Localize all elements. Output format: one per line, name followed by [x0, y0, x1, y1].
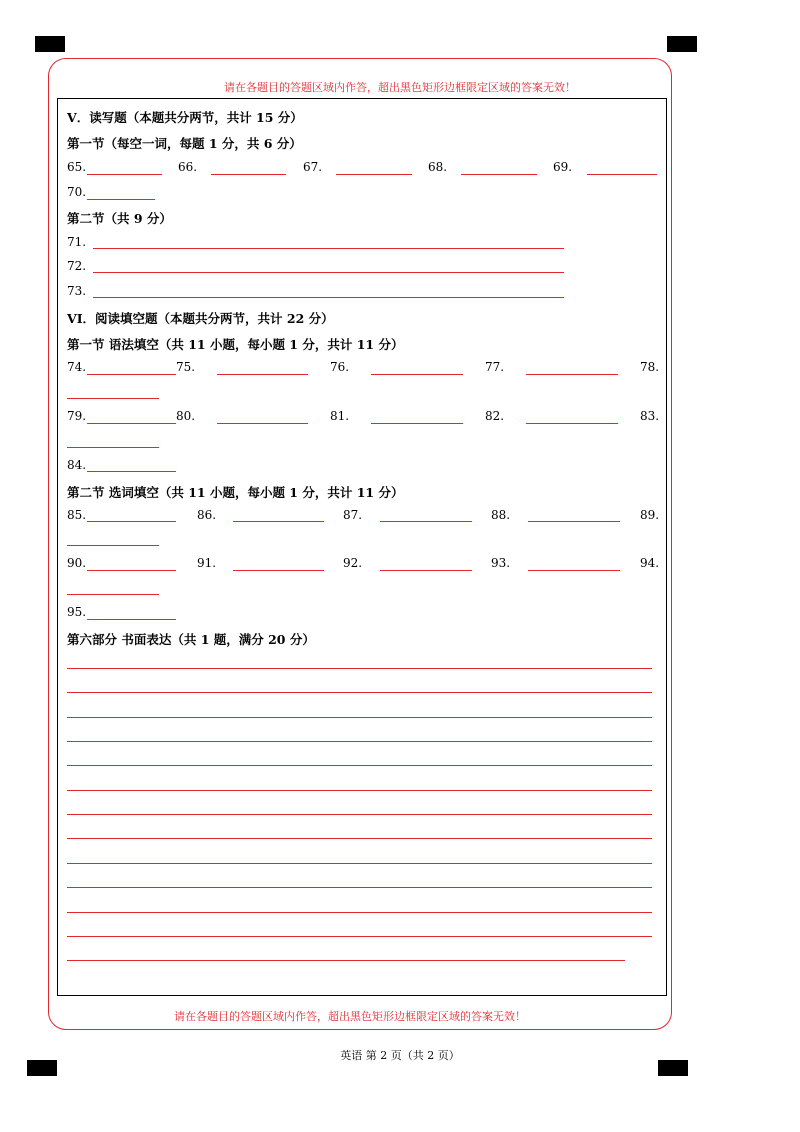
answer-line-78[interactable] [67, 398, 159, 399]
section5-part2-title: 第二节（共 9 分） [67, 211, 172, 226]
question-number: 88. [491, 508, 511, 522]
writing-line[interactable] [67, 765, 652, 766]
answer-line-73[interactable] [93, 297, 564, 298]
question-number: 90. [67, 556, 87, 570]
question-number: 75. [176, 360, 196, 374]
question-number: 78. [640, 360, 660, 374]
answer-line-82[interactable] [526, 423, 618, 424]
question-number: 89. [640, 508, 660, 522]
question-number: 87. [343, 508, 363, 522]
writing-line[interactable] [67, 692, 652, 693]
answer-line-87[interactable] [380, 521, 472, 522]
writing-line[interactable] [67, 887, 652, 888]
answer-line-93[interactable] [528, 570, 620, 571]
question-number: 77. [485, 360, 505, 374]
question-number: 71. [67, 235, 87, 249]
writing-line[interactable] [67, 960, 625, 961]
answer-line-86[interactable] [233, 521, 324, 522]
answer-line-92[interactable] [380, 570, 472, 571]
question-number: 92. [343, 556, 363, 570]
writing-line[interactable] [67, 717, 652, 718]
answer-line-85[interactable] [87, 521, 176, 522]
answer-line-95[interactable] [87, 619, 176, 620]
answer-line-70[interactable] [87, 199, 155, 200]
question-number: 65. [67, 160, 87, 174]
page-footer: 英语 第 2 页（共 2 页） [340, 1049, 460, 1062]
question-number: 91. [197, 556, 217, 570]
question-number: 69. [553, 160, 573, 174]
answer-line-81[interactable] [371, 423, 463, 424]
registration-mark-top-right [667, 36, 697, 52]
writing-line[interactable] [67, 668, 652, 669]
answer-line-79[interactable] [87, 423, 176, 424]
question-number: 68. [428, 160, 448, 174]
question-number: 93. [491, 556, 511, 570]
section6-part2-title: 第二节 选词填空（共 11 小题，每小题 1 分，共计 11 分） [67, 485, 404, 500]
question-number: 86. [197, 508, 217, 522]
answer-line-77[interactable] [526, 374, 618, 375]
answer-line-83[interactable] [67, 447, 159, 448]
question-number: 66. [178, 160, 198, 174]
writing-line[interactable] [67, 814, 652, 815]
question-number: 81. [330, 409, 350, 423]
question-number: 83. [640, 409, 660, 423]
answer-line-76[interactable] [371, 374, 463, 375]
question-number: 79. [67, 409, 87, 423]
writing-line[interactable] [67, 863, 652, 864]
answer-line-65[interactable] [87, 174, 162, 175]
registration-mark-top-left [35, 36, 65, 52]
question-number: 73. [67, 284, 87, 298]
answer-line-89[interactable] [67, 545, 159, 546]
answer-line-75[interactable] [217, 374, 308, 375]
question-number: 70. [67, 185, 87, 199]
question-number: 85. [67, 508, 87, 522]
answer-line-66[interactable] [211, 174, 286, 175]
bottom-warning: 请在各题目的答题区域内作答，超出黑色矩形边框限定区域的答案无效！ [174, 1010, 526, 1023]
question-number: 67. [303, 160, 323, 174]
answer-box [57, 98, 667, 996]
section6-title: VI．阅读填空题（本题共分两节，共计 22 分） [67, 311, 334, 326]
section6-part1-title: 第一节 语法填空（共 11 小题，每小题 1 分，共计 11 分） [67, 337, 404, 352]
question-number: 94. [640, 556, 660, 570]
question-number: 82. [485, 409, 505, 423]
answer-line-69[interactable] [587, 174, 657, 175]
answer-line-80[interactable] [217, 423, 308, 424]
question-number: 72. [67, 259, 87, 273]
section5-part1-title: 第一节（每空一词，每题 1 分，共 6 分） [67, 136, 302, 151]
answer-line-94[interactable] [67, 594, 159, 595]
top-warning: 请在各题目的答题区域内作答，超出黑色矩形边框限定区域的答案无效！ [224, 81, 576, 94]
answer-line-90[interactable] [87, 570, 176, 571]
question-number: 80. [176, 409, 196, 423]
question-number: 95. [67, 605, 87, 619]
answer-line-84[interactable] [87, 471, 176, 472]
answer-line-68[interactable] [461, 174, 537, 175]
writing-line[interactable] [67, 936, 652, 937]
question-number: 84. [67, 458, 87, 472]
answer-line-74[interactable] [87, 374, 176, 375]
answer-line-71[interactable] [93, 248, 564, 249]
section5-title: V．读写题（本题共分两节，共计 15 分） [67, 110, 303, 125]
question-number: 74. [67, 360, 87, 374]
writing-line[interactable] [67, 741, 652, 742]
answer-line-72[interactable] [93, 272, 564, 273]
answer-line-91[interactable] [233, 570, 324, 571]
question-number: 76. [330, 360, 350, 374]
writing-line[interactable] [67, 912, 652, 913]
answer-line-88[interactable] [528, 521, 620, 522]
writing-title: 第六部分 书面表达（共 1 题，满分 20 分） [67, 632, 315, 647]
writing-line[interactable] [67, 790, 652, 791]
answer-line-67[interactable] [336, 174, 412, 175]
writing-line[interactable] [67, 838, 652, 839]
